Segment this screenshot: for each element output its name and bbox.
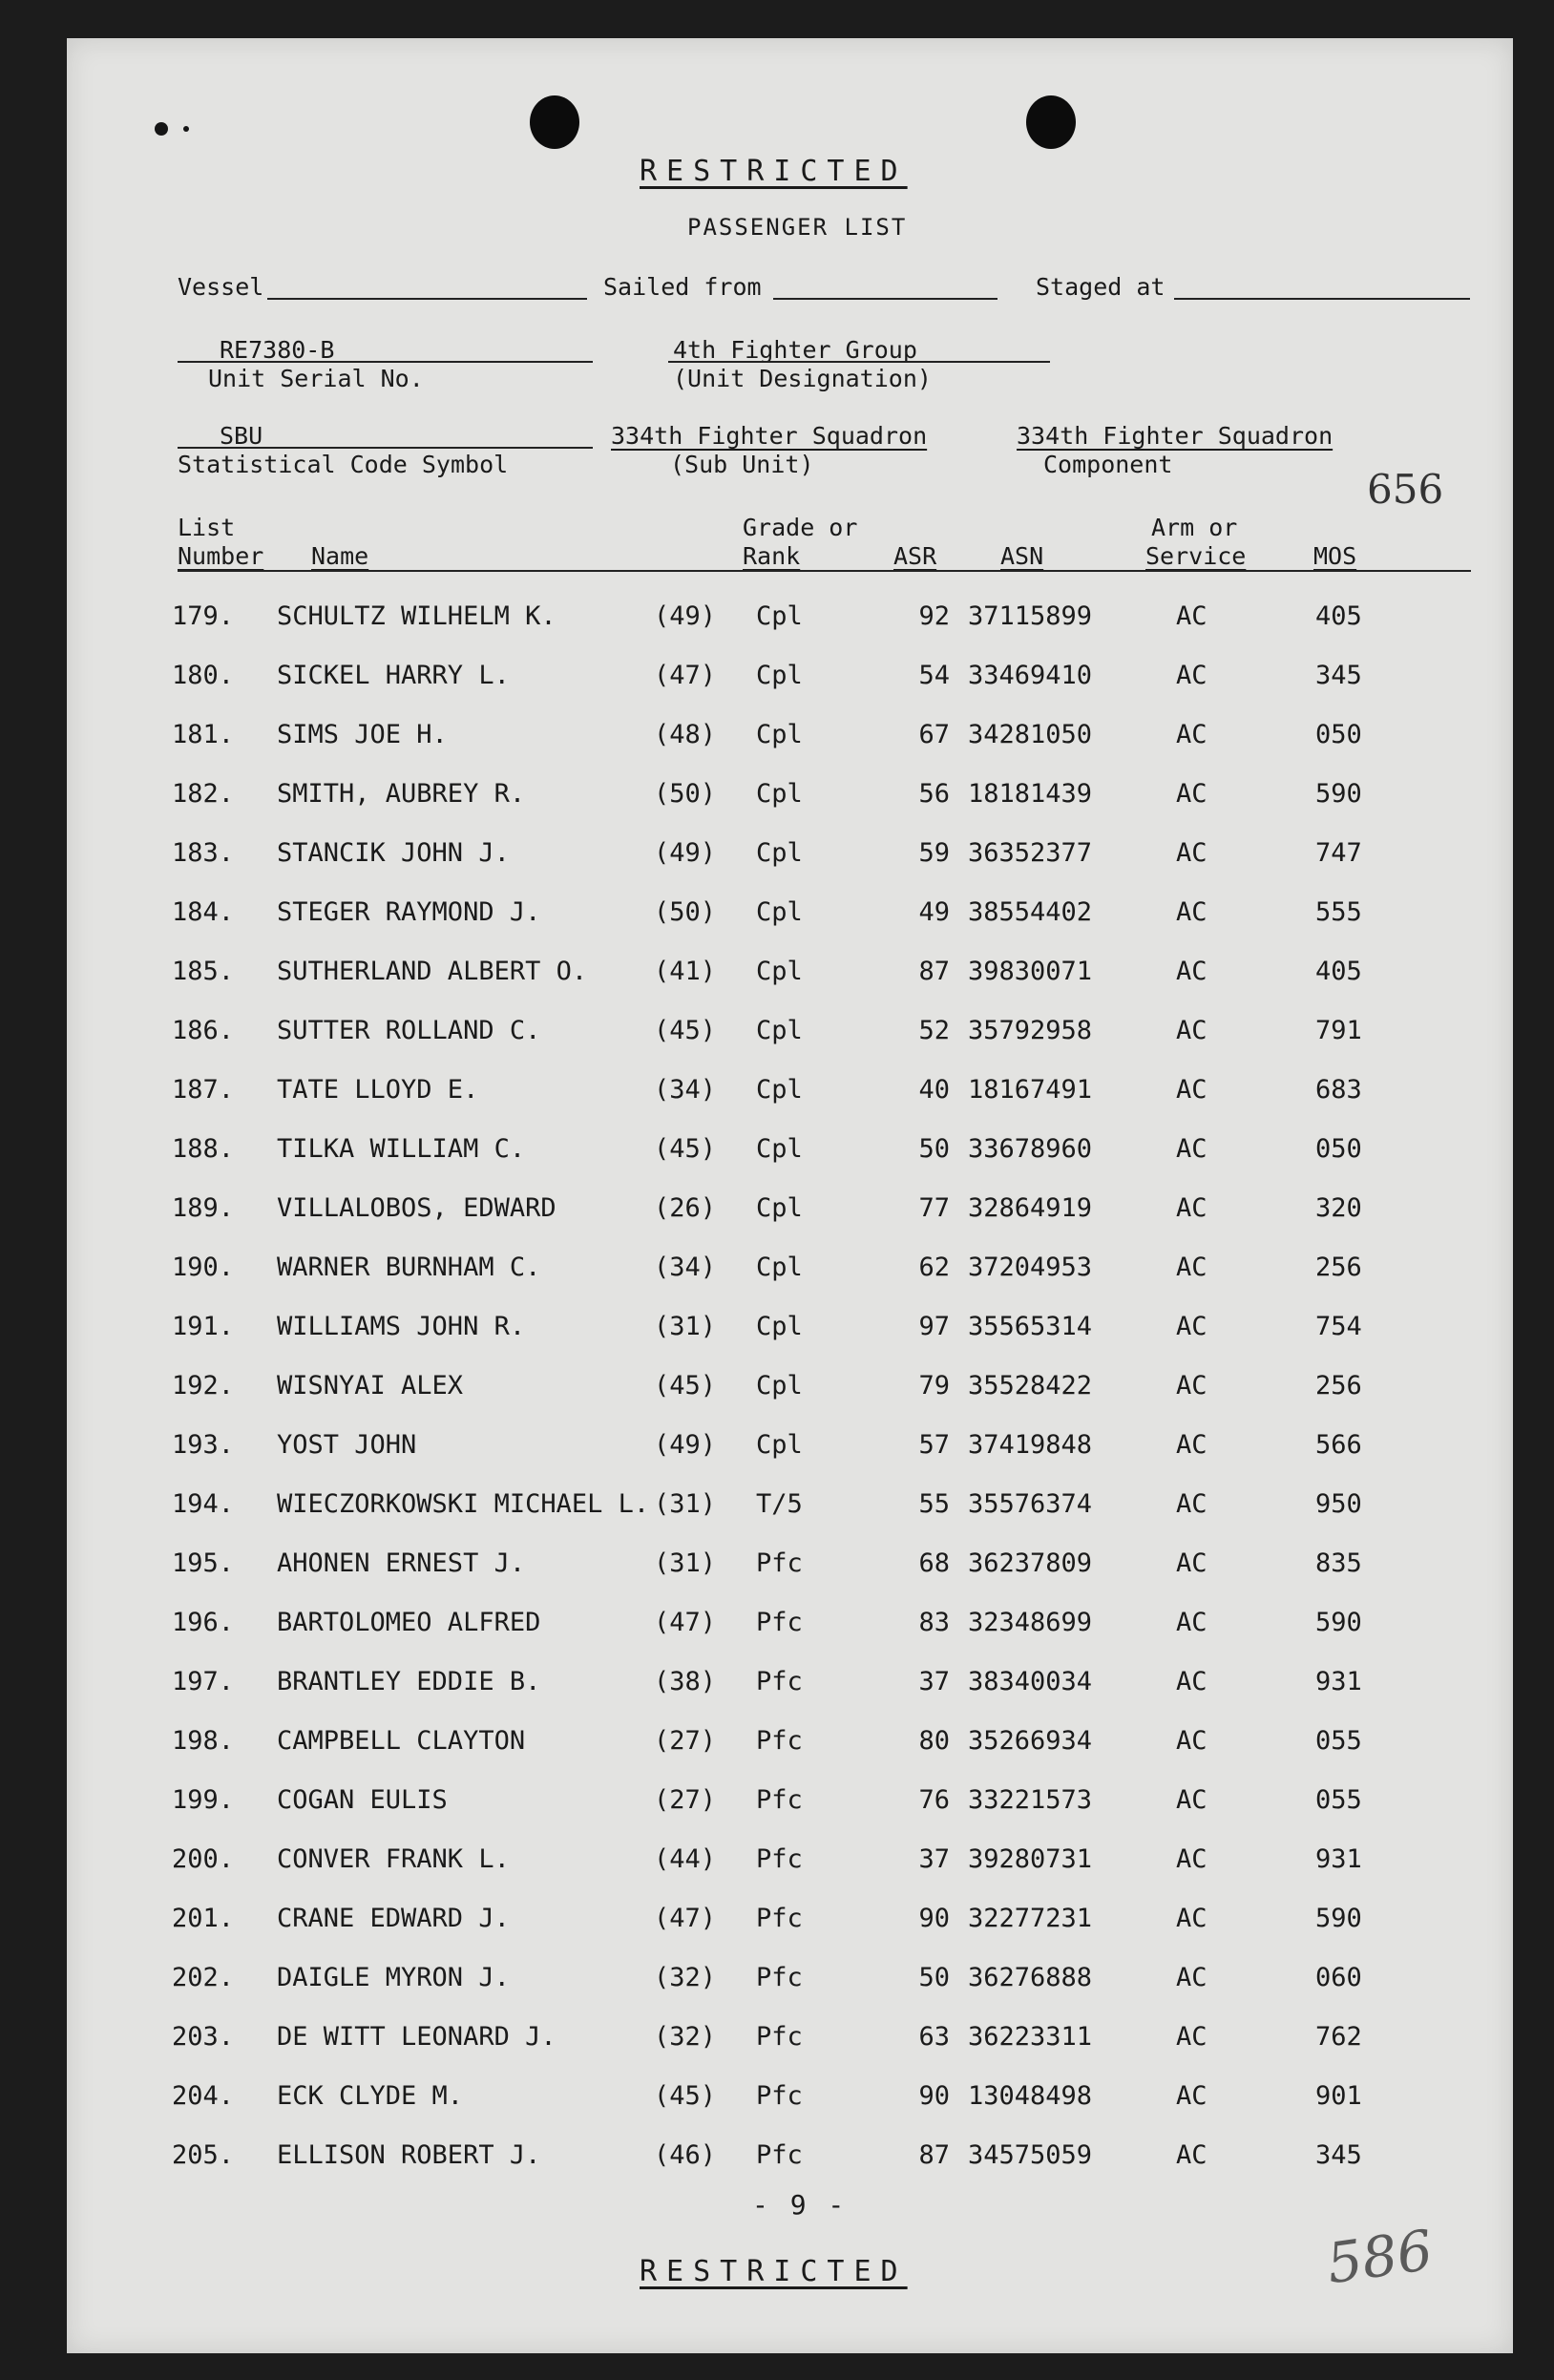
cell-asn: 38340034 <box>968 1667 1093 1696</box>
sailed-from-label: Sailed from <box>603 273 762 301</box>
cell-age: (41) <box>654 957 717 986</box>
cell-no: 196. <box>172 1608 235 1637</box>
cell-no: 179. <box>172 601 235 631</box>
cell-no: 200. <box>172 1844 235 1874</box>
cell-grade: T/5 <box>756 1489 803 1519</box>
cell-asn: 18167491 <box>968 1075 1093 1105</box>
table-row <box>67 838 1513 876</box>
footer-restricted: RESTRICTED <box>640 2255 908 2288</box>
cell-name: DAIGLE MYRON J. <box>277 1963 510 1992</box>
cell-asn: 38554402 <box>968 897 1093 927</box>
cell-grade: Cpl <box>756 838 803 868</box>
cell-no: 183. <box>172 838 235 868</box>
cell-arm: AC <box>1176 897 1208 927</box>
cell-age: (50) <box>654 897 717 927</box>
stamp-number: 656 <box>1367 466 1444 513</box>
cell-age: (27) <box>654 1726 717 1756</box>
cell-no: 191. <box>172 1312 235 1341</box>
cell-grade: Pfc <box>756 2081 803 2111</box>
cell-no: 197. <box>172 1667 235 1696</box>
table-row <box>67 1667 1513 1705</box>
cell-asn: 32277231 <box>968 1904 1093 1933</box>
table-row <box>67 1608 1513 1646</box>
cell-arm: AC <box>1176 2081 1208 2111</box>
handwritten-number: 586 <box>1322 2217 1437 2297</box>
cell-grade: Cpl <box>756 601 803 631</box>
table-row <box>67 720 1513 758</box>
cell-asr: 37 <box>918 1667 950 1696</box>
cell-no: 195. <box>172 1548 235 1578</box>
cell-arm: AC <box>1176 1726 1208 1756</box>
unit-serial-label: Unit Serial No. <box>208 365 424 392</box>
cell-grade: Cpl <box>756 1134 803 1164</box>
cell-name: ECK CLYDE M. <box>277 2081 464 2111</box>
cell-arm: AC <box>1176 1193 1208 1223</box>
cell-arm: AC <box>1176 1489 1208 1519</box>
cell-name: SIMS JOE H. <box>277 720 448 749</box>
ink-speck <box>183 126 189 132</box>
cell-arm: AC <box>1176 720 1208 749</box>
cell-asn: 35528422 <box>968 1371 1093 1401</box>
cell-asn: 33469410 <box>968 661 1093 690</box>
cell-no: 201. <box>172 1904 235 1933</box>
cell-arm: AC <box>1176 779 1208 809</box>
cell-name: DE WITT LEONARD J. <box>277 2022 556 2052</box>
cell-asn: 37419848 <box>968 1430 1093 1460</box>
cell-asr: 63 <box>918 2022 950 2052</box>
cell-name: AHONEN ERNEST J. <box>277 1548 526 1578</box>
cell-mos: 931 <box>1315 1667 1362 1696</box>
cell-arm: AC <box>1176 1075 1208 1105</box>
table-row <box>67 2081 1513 2119</box>
cell-grade: Cpl <box>756 1253 803 1282</box>
cell-name: CRANE EDWARD J. <box>277 1904 510 1933</box>
cell-mos: 590 <box>1315 1608 1362 1637</box>
cell-mos: 345 <box>1315 661 1362 690</box>
cell-name: YOST JOHN <box>277 1430 417 1460</box>
table-row <box>67 2022 1513 2060</box>
cell-asn: 33678960 <box>968 1134 1093 1164</box>
ink-speck <box>155 122 168 136</box>
table-row <box>67 1016 1513 1054</box>
table-row <box>67 1371 1513 1409</box>
cell-no: 194. <box>172 1489 235 1519</box>
cell-age: (38) <box>654 1667 717 1696</box>
cell-grade: Pfc <box>756 1904 803 1933</box>
cell-name: BARTOLOMEO ALFRED <box>277 1608 541 1637</box>
cell-name: STANCIK JOHN J. <box>277 838 510 868</box>
cell-grade: Pfc <box>756 2022 803 2052</box>
cell-age: (47) <box>654 1608 717 1637</box>
cell-mos: 256 <box>1315 1371 1362 1401</box>
cell-grade: Pfc <box>756 1726 803 1756</box>
cell-name: WIECZORKOWSKI MICHAEL L. <box>277 1489 650 1519</box>
cell-grade: Cpl <box>756 897 803 927</box>
cell-mos: 950 <box>1315 1489 1362 1519</box>
table-row <box>67 1785 1513 1823</box>
cell-asn: 39280731 <box>968 1844 1093 1874</box>
cell-age: (31) <box>654 1312 717 1341</box>
cell-name: BRANTLEY EDDIE B. <box>277 1667 541 1696</box>
table-row <box>67 779 1513 817</box>
cell-name: WISNYAI ALEX <box>277 1371 464 1401</box>
cell-no: 190. <box>172 1253 235 1282</box>
col-name: Name <box>311 542 369 570</box>
cell-no: 180. <box>172 661 235 690</box>
cell-mos: 762 <box>1315 2022 1362 2052</box>
unit-designation-value: 4th Fighter Group <box>673 336 917 364</box>
cell-asn: 34575059 <box>968 2140 1093 2170</box>
cell-mos: 931 <box>1315 1844 1362 1874</box>
cell-name: SUTHERLAND ALBERT O. <box>277 957 588 986</box>
cell-asr: 57 <box>918 1430 950 1460</box>
cell-arm: AC <box>1176 1134 1208 1164</box>
cell-age: (45) <box>654 1016 717 1045</box>
table-row <box>67 1430 1513 1468</box>
cell-age: (49) <box>654 838 717 868</box>
cell-age: (45) <box>654 1371 717 1401</box>
cell-no: 187. <box>172 1075 235 1105</box>
component-value: 334th Fighter Squadron <box>1017 422 1334 450</box>
table-row <box>67 1489 1513 1527</box>
cell-grade: Pfc <box>756 1963 803 1992</box>
cell-asr: 87 <box>918 2140 950 2170</box>
cell-grade: Pfc <box>756 2140 803 2170</box>
cell-asr: 97 <box>918 1312 950 1341</box>
cell-no: 182. <box>172 779 235 809</box>
staged-at-line <box>1174 298 1470 300</box>
cell-age: (49) <box>654 601 717 631</box>
cell-name: COGAN EULIS <box>277 1785 448 1815</box>
cell-mos: 566 <box>1315 1430 1362 1460</box>
cell-mos: 590 <box>1315 779 1362 809</box>
cell-name: TILKA WILLIAM C. <box>277 1134 526 1164</box>
cell-asn: 33221573 <box>968 1785 1093 1815</box>
cell-no: 189. <box>172 1193 235 1223</box>
cell-name: ELLISON ROBERT J. <box>277 2140 541 2170</box>
cell-asr: 50 <box>918 1963 950 1992</box>
cell-asn: 35266934 <box>968 1726 1093 1756</box>
cell-arm: AC <box>1176 1430 1208 1460</box>
header-passenger-list: PASSENGER LIST <box>687 214 908 241</box>
cell-grade: Cpl <box>756 661 803 690</box>
table-row <box>67 1075 1513 1113</box>
cell-asn: 36223311 <box>968 2022 1093 2052</box>
cell-age: (47) <box>654 1904 717 1933</box>
cell-mos: 754 <box>1315 1312 1362 1341</box>
cell-grade: Cpl <box>756 1075 803 1105</box>
cell-asn: 36237809 <box>968 1548 1093 1578</box>
table-row <box>67 2140 1513 2179</box>
cell-asn: 35792958 <box>968 1016 1093 1045</box>
cell-age: (32) <box>654 2022 717 2052</box>
cell-name: SICKEL HARRY L. <box>277 661 510 690</box>
cell-grade: Pfc <box>756 1608 803 1637</box>
cell-asr: 56 <box>918 779 950 809</box>
cell-name: STEGER RAYMOND J. <box>277 897 541 927</box>
cell-no: 188. <box>172 1134 235 1164</box>
table-row <box>67 897 1513 936</box>
cell-grade: Pfc <box>756 1785 803 1815</box>
cell-no: 204. <box>172 2081 235 2111</box>
cell-no: 202. <box>172 1963 235 1992</box>
table-row <box>67 1134 1513 1172</box>
punch-hole <box>530 95 579 149</box>
cell-arm: AC <box>1176 1963 1208 1992</box>
cell-arm: AC <box>1176 1785 1208 1815</box>
cell-age: (46) <box>654 2140 717 2170</box>
cell-no: 193. <box>172 1430 235 1460</box>
cell-grade: Cpl <box>756 1371 803 1401</box>
document-page <box>67 38 1513 2353</box>
cell-no: 198. <box>172 1726 235 1756</box>
cell-arm: AC <box>1176 1016 1208 1045</box>
cell-arm: AC <box>1176 2140 1208 2170</box>
cell-arm: AC <box>1176 1312 1208 1341</box>
cell-asr: 50 <box>918 1134 950 1164</box>
cell-name: SMITH, AUBREY R. <box>277 779 526 809</box>
cell-asr: 62 <box>918 1253 950 1282</box>
cell-asn: 32348699 <box>968 1608 1093 1637</box>
cell-arm: AC <box>1176 661 1208 690</box>
cell-mos: 791 <box>1315 1016 1362 1045</box>
cell-grade: Cpl <box>756 957 803 986</box>
cell-age: (31) <box>654 1489 717 1519</box>
cell-arm: AC <box>1176 1667 1208 1696</box>
cell-asn: 35576374 <box>968 1489 1093 1519</box>
table-row <box>67 1904 1513 1942</box>
cell-asn: 39830071 <box>968 957 1093 986</box>
cell-arm: AC <box>1176 1253 1208 1282</box>
header-restricted: RESTRICTED <box>640 155 908 188</box>
stat-code-label: Statistical Code Symbol <box>178 451 509 478</box>
cell-no: 205. <box>172 2140 235 2170</box>
cell-name: WARNER BURNHAM C. <box>277 1253 541 1282</box>
cell-asn: 36352377 <box>968 838 1093 868</box>
header-rule <box>178 570 1471 572</box>
cell-asr: 49 <box>918 897 950 927</box>
cell-asn: 32864919 <box>968 1193 1093 1223</box>
col-grade-1: Grade or <box>743 514 858 541</box>
cell-age: (27) <box>654 1785 717 1815</box>
cell-grade: Cpl <box>756 1016 803 1045</box>
unit-designation-label: (Unit Designation) <box>673 365 932 392</box>
unit-serial-line <box>178 361 593 363</box>
cell-mos: 405 <box>1315 601 1362 631</box>
col-mos: MOS <box>1313 542 1357 570</box>
table-row <box>67 1963 1513 2001</box>
cell-mos: 555 <box>1315 897 1362 927</box>
cell-asr: 90 <box>918 1904 950 1933</box>
table-row <box>67 1844 1513 1883</box>
table-row <box>67 661 1513 699</box>
cell-grade: Cpl <box>756 1193 803 1223</box>
cell-arm: AC <box>1176 601 1208 631</box>
cell-mos: 590 <box>1315 1904 1362 1933</box>
cell-mos: 835 <box>1315 1548 1362 1578</box>
cell-mos: 055 <box>1315 1726 1362 1756</box>
col-asn: ASN <box>1000 542 1044 570</box>
cell-name: SUTTER ROLLAND C. <box>277 1016 541 1045</box>
cell-asr: 77 <box>918 1193 950 1223</box>
unit-serial-value: RE7380-B <box>220 336 335 364</box>
table-row <box>67 1726 1513 1764</box>
cell-no: 186. <box>172 1016 235 1045</box>
stat-code-value: SBU <box>220 422 263 450</box>
cell-age: (50) <box>654 779 717 809</box>
component-label: Component <box>1043 451 1173 478</box>
page-number: - 9 - <box>752 2189 848 2221</box>
cell-arm: AC <box>1176 1548 1208 1578</box>
cell-asn: 36276888 <box>968 1963 1093 1992</box>
col-list-1: List <box>178 514 236 541</box>
cell-age: (48) <box>654 720 717 749</box>
cell-asr: 76 <box>918 1785 950 1815</box>
sub-unit-label: (Sub Unit) <box>670 451 814 478</box>
cell-arm: AC <box>1176 957 1208 986</box>
staged-at-label: Staged at <box>1036 273 1166 301</box>
vessel-label: Vessel <box>178 273 264 301</box>
cell-asr: 40 <box>918 1075 950 1105</box>
cell-age: (44) <box>654 1844 717 1874</box>
cell-mos: 320 <box>1315 1193 1362 1223</box>
cell-asn: 13048498 <box>968 2081 1093 2111</box>
cell-asn: 34281050 <box>968 720 1093 749</box>
cell-mos: 050 <box>1315 1134 1362 1164</box>
cell-asn: 37115899 <box>968 601 1093 631</box>
cell-arm: AC <box>1176 838 1208 868</box>
punch-hole <box>1026 95 1076 149</box>
cell-grade: Pfc <box>756 1667 803 1696</box>
cell-no: 184. <box>172 897 235 927</box>
table-row <box>67 957 1513 995</box>
cell-mos: 901 <box>1315 2081 1362 2111</box>
cell-grade: Cpl <box>756 1312 803 1341</box>
cell-arm: AC <box>1176 1844 1208 1874</box>
cell-asr: 68 <box>918 1548 950 1578</box>
cell-asr: 80 <box>918 1726 950 1756</box>
cell-name: VILLALOBOS, EDWARD <box>277 1193 556 1223</box>
cell-age: (45) <box>654 1134 717 1164</box>
col-list-2: Number <box>178 542 264 570</box>
cell-asr: 92 <box>918 601 950 631</box>
cell-age: (32) <box>654 1963 717 1992</box>
cell-name: SCHULTZ WILHELM K. <box>277 601 556 631</box>
cell-grade: Cpl <box>756 720 803 749</box>
col-asr: ASR <box>893 542 937 570</box>
col-arm-1: Arm or <box>1151 514 1238 541</box>
stat-code-line <box>178 447 593 449</box>
sub-unit-value: 334th Fighter Squadron <box>611 422 928 450</box>
cell-asr: 54 <box>918 661 950 690</box>
cell-grade: Pfc <box>756 1548 803 1578</box>
cell-arm: AC <box>1176 1608 1208 1637</box>
cell-mos: 060 <box>1315 1963 1362 1992</box>
cell-mos: 405 <box>1315 957 1362 986</box>
cell-mos: 050 <box>1315 720 1362 749</box>
cell-age: (26) <box>654 1193 717 1223</box>
cell-arm: AC <box>1176 1904 1208 1933</box>
table-row <box>67 1193 1513 1232</box>
sailed-from-line <box>773 298 998 300</box>
cell-name: TATE LLOYD E. <box>277 1075 479 1105</box>
cell-no: 203. <box>172 2022 235 2052</box>
cell-grade: Cpl <box>756 1430 803 1460</box>
cell-asr: 79 <box>918 1371 950 1401</box>
cell-asr: 87 <box>918 957 950 986</box>
cell-mos: 256 <box>1315 1253 1362 1282</box>
cell-mos: 747 <box>1315 838 1362 868</box>
cell-age: (31) <box>654 1548 717 1578</box>
cell-age: (49) <box>654 1430 717 1460</box>
cell-asn: 37204953 <box>968 1253 1093 1282</box>
cell-no: 199. <box>172 1785 235 1815</box>
cell-mos: 055 <box>1315 1785 1362 1815</box>
cell-arm: AC <box>1176 2022 1208 2052</box>
cell-no: 185. <box>172 957 235 986</box>
vessel-line <box>267 298 587 300</box>
cell-age: (45) <box>654 2081 717 2111</box>
cell-age: (34) <box>654 1075 717 1105</box>
cell-asr: 37 <box>918 1844 950 1874</box>
unit-designation-line <box>668 361 1050 363</box>
cell-grade: Cpl <box>756 779 803 809</box>
col-grade-2: Rank <box>743 542 801 570</box>
table-row <box>67 601 1513 640</box>
cell-asr: 59 <box>918 838 950 868</box>
cell-mos: 345 <box>1315 2140 1362 2170</box>
cell-age: (34) <box>654 1253 717 1282</box>
cell-no: 192. <box>172 1371 235 1401</box>
table-row <box>67 1548 1513 1587</box>
cell-asr: 55 <box>918 1489 950 1519</box>
col-arm-2: Service <box>1145 542 1247 570</box>
cell-asn: 35565314 <box>968 1312 1093 1341</box>
cell-asn: 18181439 <box>968 779 1093 809</box>
table-row <box>67 1312 1513 1350</box>
cell-mos: 683 <box>1315 1075 1362 1105</box>
cell-asr: 67 <box>918 720 950 749</box>
cell-no: 181. <box>172 720 235 749</box>
cell-name: CAMPBELL CLAYTON <box>277 1726 526 1756</box>
cell-name: CONVER FRANK L. <box>277 1844 510 1874</box>
cell-asr: 90 <box>918 2081 950 2111</box>
cell-arm: AC <box>1176 1371 1208 1401</box>
cell-asr: 52 <box>918 1016 950 1045</box>
table-row <box>67 1253 1513 1291</box>
cell-name: WILLIAMS JOHN R. <box>277 1312 526 1341</box>
cell-age: (47) <box>654 661 717 690</box>
cell-asr: 83 <box>918 1608 950 1637</box>
cell-grade: Pfc <box>756 1844 803 1874</box>
